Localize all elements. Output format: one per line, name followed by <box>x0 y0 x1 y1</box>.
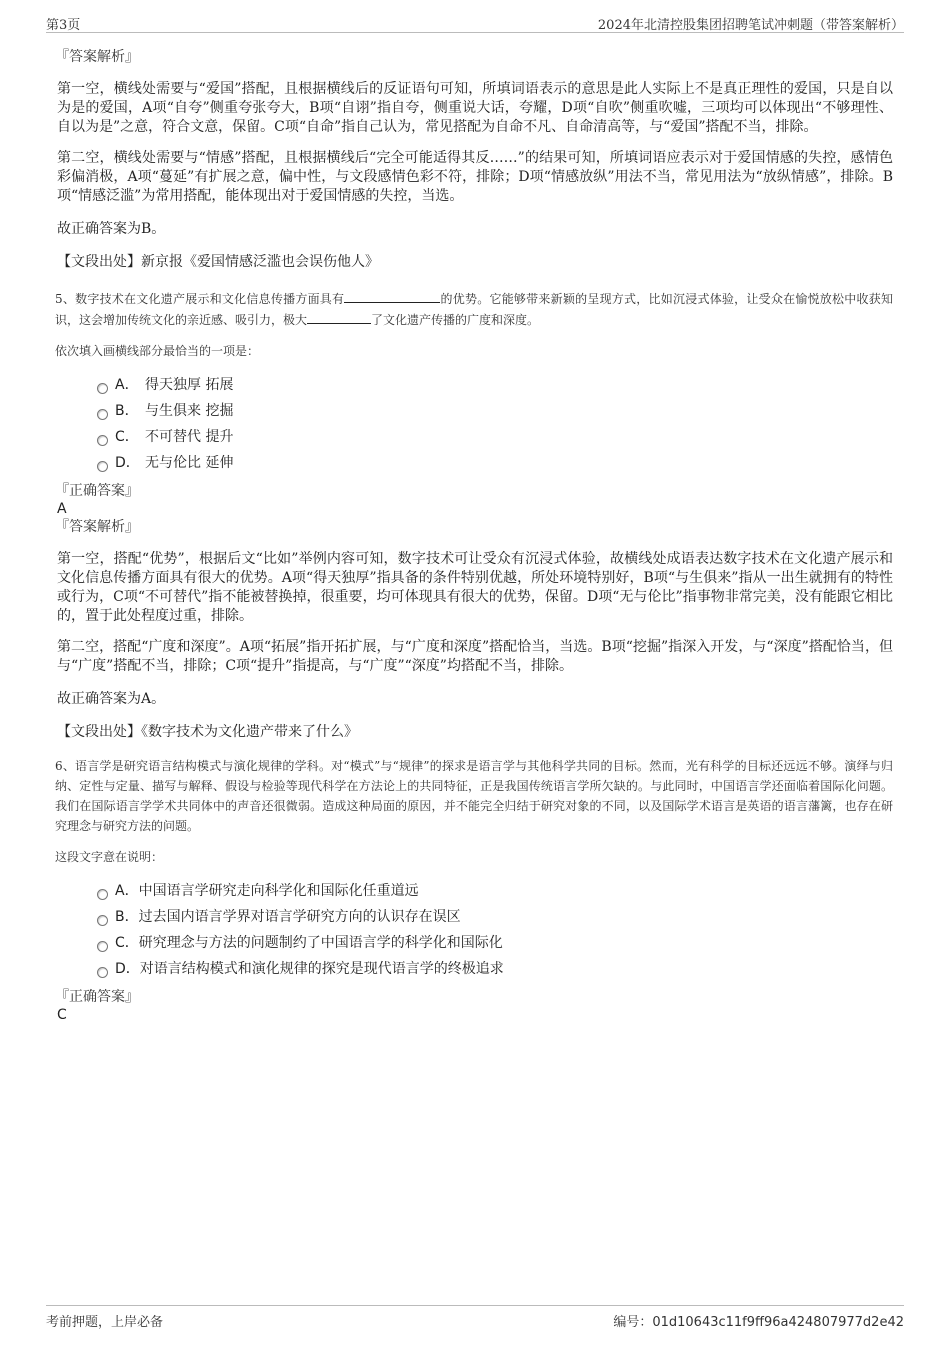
page-footer <box>46 1305 904 1328</box>
fill-blank <box>344 288 440 303</box>
option-list <box>55 372 893 476</box>
option-list <box>55 878 893 982</box>
analysis-paragraph: 第二空，搭配“广度和深度”。A项“拓展”指开拓扩展，与“广度和深度”搭配恰当，当选。B项“挖掘”指深入开发，与“深度”搭配恰当，但与“广度”搭配不当，排除；C项“提升”指提高，与“广度”“深度”均搭配不当，排除。 <box>57 639 893 674</box>
question-prompt: 依次填入画横线部分最恰当的一项是： <box>55 344 260 358</box>
page-header <box>46 12 904 33</box>
footer-slogan: 考前押题，上岸必备 <box>46 1315 164 1330</box>
correct-answer: C <box>57 1007 67 1023</box>
radio-button[interactable] <box>97 461 108 472</box>
option-d[interactable]: D． 无与伦比 延伸 <box>55 450 893 476</box>
radio-button[interactable] <box>97 967 108 978</box>
answer-conclusion: 故正确答案为A。 <box>57 691 166 707</box>
radio-button[interactable] <box>97 409 108 420</box>
text-source: 【文段出处】《数字技术为文化遗产带来了什么》 <box>57 724 358 740</box>
analysis-paragraph: 第二空，横线处需要与“情感”搭配，且根据横线后“完全可能适得其反……”的结果可知，所填词语应表示对于爱国情感的失控，感情色彩偏消极，A项“蔓延”有扩展之意，偏中性，与文段感情色彩不符，排除；D项“情感放纵”用法不当，常见用法为“放纵情感”，排除。B项“情感泛滥”为常用搭配，能体现出对于爱国情感的失控，当选。 <box>57 150 893 204</box>
question-prompt: 这段文字意在说明： <box>55 850 164 864</box>
option-c[interactable]: C． 不可替代 提升 <box>55 424 893 450</box>
correct-answer-label: 『正确答案』 <box>55 989 139 1005</box>
correct-answer: A <box>57 501 67 517</box>
analysis-paragraph: 第一空，搭配“优势”，根据后文“比如”举例内容可知，数字技术可让受众有沉浸式体验，故横线处成语表达数字技术在文化遗产展示和文化信息传播方面具有很大的优势。A项“得天独厚”指具备的条件特别优越，所处环境特别好，B项“与生俱来”指从一出生就拥有的特性或行为，C项“不可替代”指不能被替换掉，很重要，均可体现具有很大的优势，保留。D项“无与伦比”指事物非常完美，没有能跟它相比的，置于此处程度过重，排除。 <box>57 551 893 624</box>
question-stem: 6、语言学是研究语言结构模式与演化规律的学科。对“模式”与“规律”的探求是语言学与其他科学共同的目标。然而，光有科学的目标还远远不够。演绎与归纳、定性与定量、描写与解释、假设与检验等现代科学在方法论上的共同特征，正是我国传统语言学所欠缺的。与此同时，中国语言学还面临着国际化问题。我们在国际语言学学术共同体中的声音还很微弱。造成这种局面的原因，并不能完全归结于研究对象的不同，以及国际学术语言是英语的语言藩篱，也存在研究理念与研究方法的问题。 <box>55 759 893 833</box>
radio-button[interactable] <box>97 889 108 900</box>
analysis-paragraph: 第一空，横线处需要与“爱国”搭配，且根据横线后的反证语句可知，所填词语表示的意思是此人实际上不是真正理性的爱国，只是自以为是的爱国，A项“自夸”侧重夸张夸大，B项“自诩”指自夸，侧重说大话，夸耀，D项“自吹”侧重吹嘘，三项均可以体现出“不够理性、自以为是”之意，符合文意，保留。C项“自命”指自己认为，常见搭配为自命不凡、自命清高等，与“爱国”搭配不当，排除。 <box>57 81 893 135</box>
radio-button[interactable] <box>97 915 108 926</box>
radio-button[interactable] <box>97 941 108 952</box>
correct-answer-label: 『正确答案』 <box>55 483 139 499</box>
option-b[interactable]: B．过去国内语言学界对语言学研究方向的认识存在误区 <box>55 904 893 930</box>
document-title: 2024年北清控股集团招聘笔试冲刺题（带答案解析） <box>597 18 904 33</box>
option-a[interactable]: A．中国语言学研究走向科学化和国际化任重道远 <box>55 878 893 904</box>
text-source: 【文段出处】新京报《爱国情感泛滥也会误伤他人》 <box>57 254 379 270</box>
option-a[interactable]: A． 得天独厚 拓展 <box>55 372 893 398</box>
question-stem: 5、数字技术在文化遗产展示和文化信息传播方面具有 的优势。它能够带来新颖的呈现方式，比如沉浸式体验，让受众在愉悦放松中收获知识，这会增加传统文化的亲近感、吸引力，极大 了文化遗产传播的广度和深度。 <box>55 288 893 330</box>
page-number: 第3页 <box>46 18 81 33</box>
analysis-label: 『答案解析』 <box>55 49 139 65</box>
fill-blank <box>307 309 371 324</box>
answer-conclusion: 故正确答案为B。 <box>57 221 166 237</box>
analysis-label: 『答案解析』 <box>55 519 139 535</box>
option-c[interactable]: C．研究理念与方法的问题制约了中国语言学的科学化和国际化 <box>55 930 893 956</box>
radio-button[interactable] <box>97 435 108 446</box>
page-content <box>55 48 893 1024</box>
option-d[interactable]: D．对语言结构模式和演化规律的探究是现代语言学的终极追求 <box>55 956 893 982</box>
document-serial: 编号：01d10643c11f9ff96a424807977d2e42 <box>613 1315 904 1330</box>
option-b[interactable]: B． 与生俱来 挖掘 <box>55 398 893 424</box>
radio-button[interactable] <box>97 383 108 394</box>
